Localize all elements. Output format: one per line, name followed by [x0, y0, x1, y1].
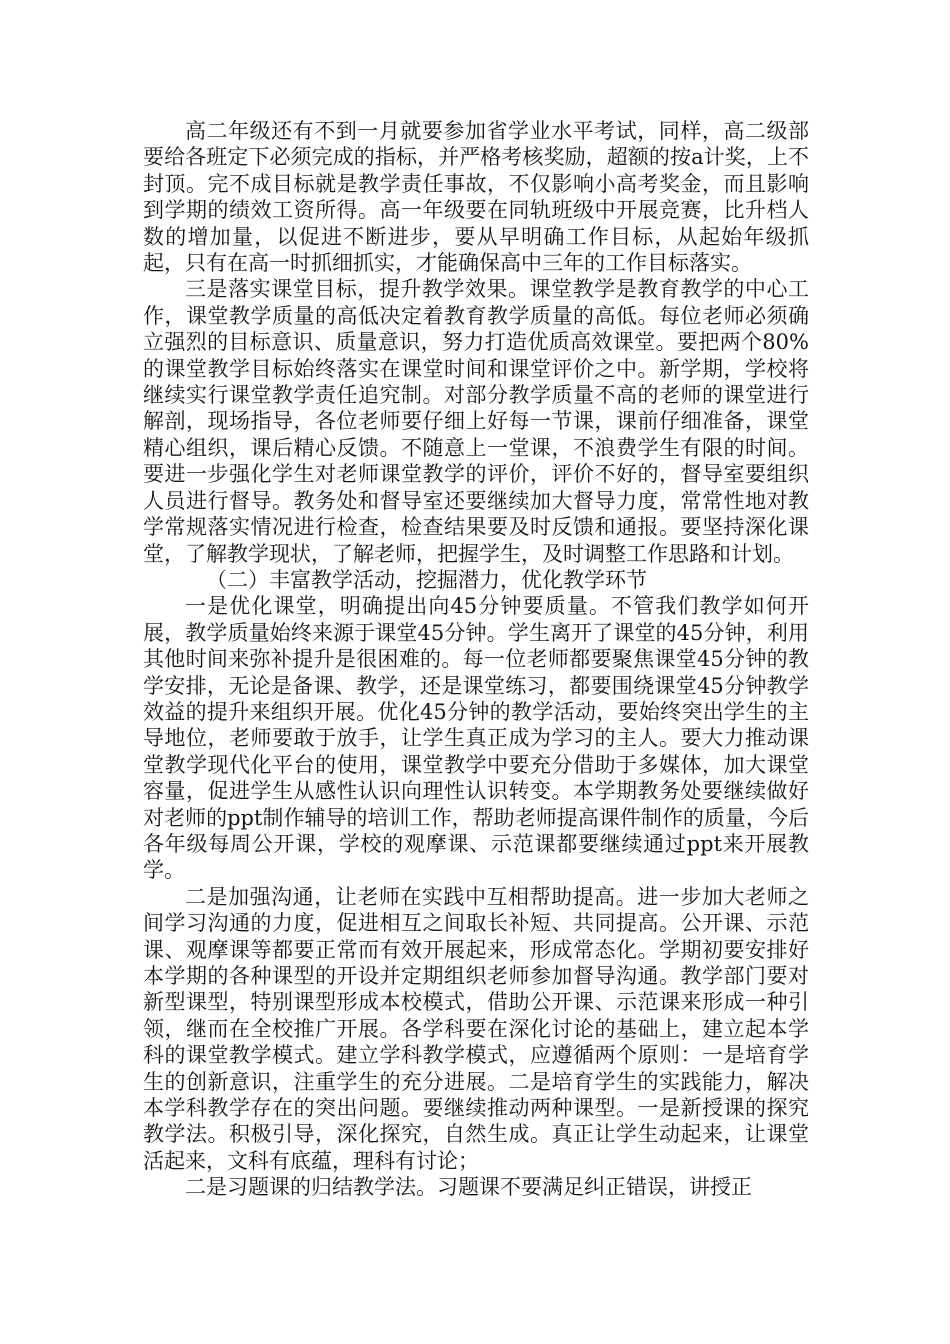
section-heading-teaching-activities: （二）丰富教学活动，挖掘潜力，优化教学环节	[206, 567, 647, 592]
paragraph-optimize-classroom: 一是优化课堂，明确提出向45分钟要质量。不管我们教学如何开展，教学质量始终来源于课堂45分钟。学生离开了课堂的45分钟，利用其他时间来弥补提升是很困难的。每一位老师都要聚焦课堂45分钟的教学安排，无论是备课、教学，还是课堂练习，都要围绕课堂45分钟教学效益的提升来组织开展。优化45分钟的教学活动，要始终突出学生的主导地位，老师要敢于放手，让学生真正成为学习的主人。要大力推动课堂教学现代化平台的使用，课堂教学中要充分借助于多媒体，加大课堂容量，促进学生从感性认识向理性认识转变。本学期教务处要继续做好对老师的ppt制作辅导的培训工作，帮助老师提高课件制作的质量，今后各年级每周公开课，学校的观摩课、示范课都要继续通过ppt来开展教学。	[143, 594, 809, 883]
paragraph-exercise-class: 二是习题课的归结教学法。习题课不要满足纠正错误，讲授正	[185, 1175, 752, 1200]
paragraph-strengthen-communication: 二是加强沟通，让老师在实践中互相帮助提高。进一步加大老师之间学习沟通的力度，促进相互之间取长补短、共同提高。公开课、示范课、观摩课等都要正常而有效开展起来，形成常态化。学期初要安排好本学期的各种课型的开设并定期组织老师参加督导沟通。教学部门要对新型课型，特别课型形成本校模式，借助公开课、示范课来形成一种引领，继而在全校推广开展。各学科要在深化讨论的基础上，建立起本学科的课堂教学模式。建立学科教学模式，应遵循两个原则：一是培育学生的创新意识，注重学生的充分进展。二是培育学生的实践能力，解决本学科教学存在的突出问题。要继续推动两种课型。一是新授课的探究教学法。积极引导，深化探究，自然生成。真正让学生动起来，让课堂活起来，文科有底蕴，理科有讨论；	[143, 884, 809, 1173]
paragraph-classroom-goals: 三是落实课堂目标，提升教学效果。课堂教学是教育教学的中心工作，课堂教学质量的高低决定着教育教学质量的高低。每位老师必须确立强烈的目标意识、质量意识，努力打造优质高效课堂。要把两个80%的课堂教学目标始终落实在课堂时间和课堂评价之中。新学期，学校将继续实行课堂教学责任追究制。对部分教学质量不高的老师的课堂进行解剖，现场指导，各位老师要仔细上好每一节课，课前仔细准备，课堂精心组织，课后精心反馈。不随意上一堂课，不浪费学生有限的时间。要进一步强化学生对老师课堂教学的评价，评价不好的，督导室要组织人员进行督导。教务处和督导室还要继续加大督导力度，常常性地对教学常规落实情况进行检查，检查结果要及时反馈和通报。要坚持深化课堂，了解教学现状，了解老师，把握学生，及时调整工作思路和计划。	[143, 277, 809, 566]
document-body	[143, 118, 809, 1201]
paragraph-grade-two-targets: 高二年级还有不到一月就要参加省学业水平考试，同样，高二级部要给各班定下必须完成的指标，并严格考核奖励，超额的按a计奖，上不封顶。完不成目标就是教学责任事故，不仅影响小高考奖金，而且影响到学期的绩效工资所得。高一年级要在同轨班级中开展竞赛，比升档人数的增加量，以促进不断进步，要从早明确工作目标，从起始年级抓起，只有在高一时抓细抓实，才能确保高中三年的工作目标落实。	[143, 119, 809, 276]
